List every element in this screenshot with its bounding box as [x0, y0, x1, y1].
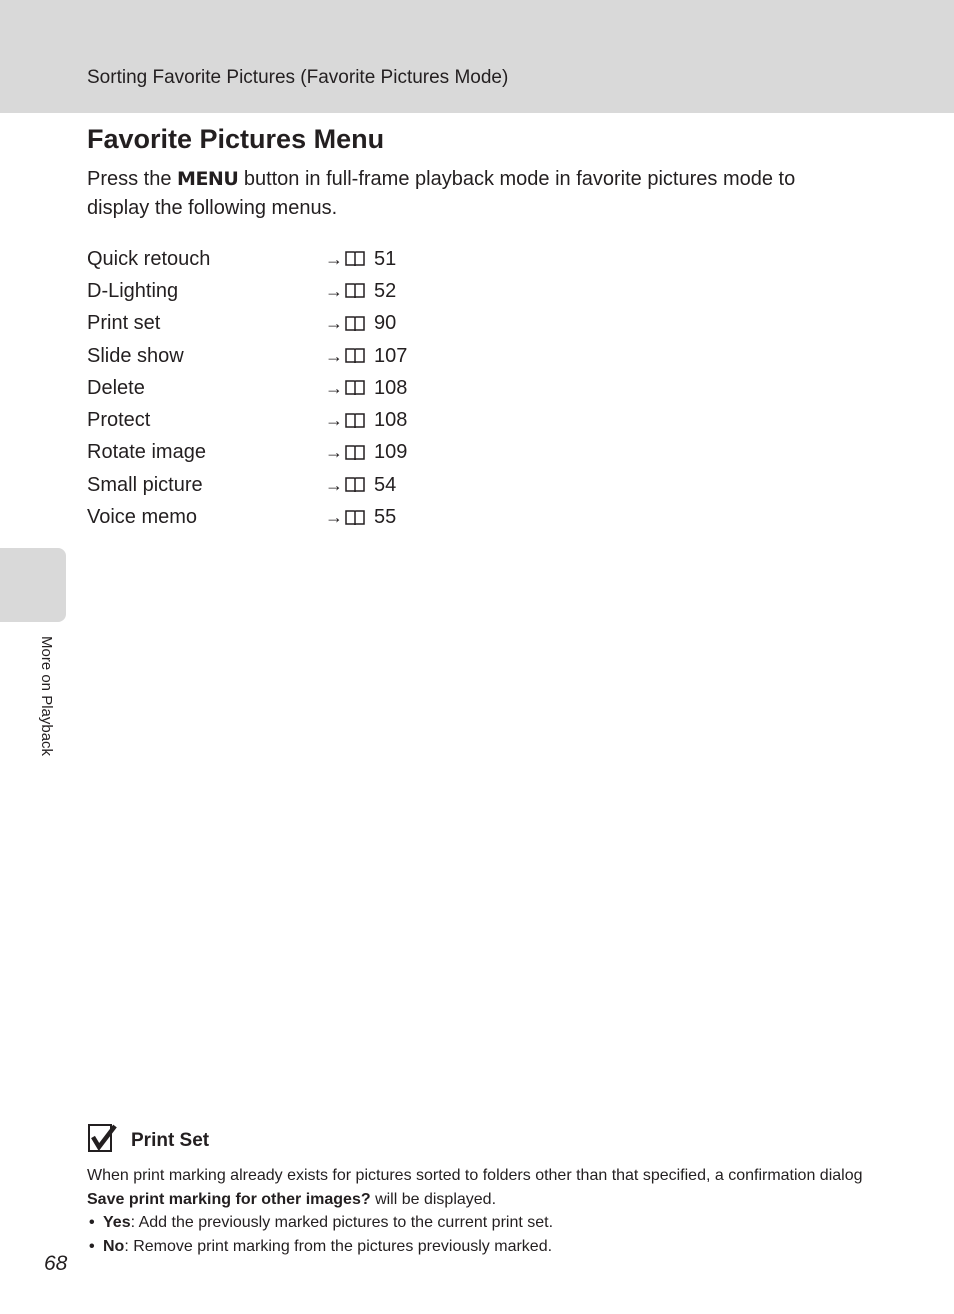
note-body-before: When print marking already exists for pictures sorted to folders other than that specified, a confirmation dialog: [87, 1167, 863, 1184]
page-reference: [325, 506, 396, 529]
menu-item-label: Protect: [87, 409, 151, 432]
arrow-right-icon: →: [325, 280, 343, 301]
arrow-right-icon: →: [325, 377, 343, 398]
bullet-term: Yes: [103, 1214, 131, 1231]
note-body: [87, 1164, 887, 1212]
intro-after: button in full-frame playback mode in favorite pictures mode to display the following menus.: [87, 168, 796, 219]
intro-paragraph: [87, 165, 857, 223]
arrow-right-icon: →: [325, 248, 343, 269]
menu-item-protect: [87, 404, 507, 436]
book-icon: [344, 509, 366, 527]
side-tab-label: More on Playback: [38, 636, 55, 757]
page-number-ref: 51: [374, 247, 397, 270]
menu-item-d-lighting: [87, 275, 507, 307]
list-item: [87, 1235, 887, 1259]
page-number-ref: 54: [374, 473, 397, 496]
menu-item-small-picture: [87, 469, 507, 501]
book-icon: [344, 379, 366, 397]
page-reference: [325, 474, 396, 497]
menu-item-print-set: [87, 308, 507, 340]
page-reference: [325, 345, 407, 368]
menu-item-label: Quick retouch: [87, 247, 211, 270]
header-band: [0, 0, 954, 113]
arrow-right-icon: →: [325, 442, 343, 463]
page-number-ref: 108: [374, 409, 408, 432]
page-reference: [325, 280, 396, 303]
page-number-ref: 52: [374, 279, 397, 302]
menu-item-rotate-image: [87, 437, 507, 469]
menu-button-glyph: MENU: [177, 168, 239, 190]
page-reference: [325, 312, 396, 335]
bullet: •: [89, 1238, 95, 1255]
page-number-ref: 109: [374, 441, 408, 464]
arrow-right-icon: →: [325, 507, 343, 528]
book-icon: [344, 476, 366, 494]
menu-item-label: Rotate image: [87, 441, 206, 464]
book-icon: [344, 412, 366, 430]
menu-item-label: Delete: [87, 376, 145, 399]
page-reference: [325, 441, 407, 464]
checkmark-note-icon: [88, 1124, 118, 1154]
bullet-text: : Add the previously marked pictures to the current print set.: [130, 1214, 554, 1231]
arrow-right-icon: →: [325, 410, 343, 431]
page-number-ref: 107: [374, 344, 408, 367]
arrow-right-icon: →: [325, 474, 343, 495]
book-icon: [344, 315, 366, 333]
note-body-after: will be displayed.: [370, 1191, 497, 1208]
arrow-right-icon: →: [325, 345, 343, 366]
note-bullet-list: [87, 1211, 887, 1259]
note-body-bold: Save print marking for other images?: [87, 1191, 371, 1208]
menu-item-label: Small picture: [87, 473, 203, 496]
book-icon: [344, 444, 366, 462]
menu-item-label: Voice memo: [87, 506, 198, 529]
section-title: Favorite Pictures Menu: [87, 124, 385, 154]
menu-item-voice-memo: [87, 501, 507, 533]
book-icon: [344, 347, 366, 365]
note-title: Print Set: [131, 1130, 210, 1151]
bullet-text: : Remove print marking from the pictures previously marked.: [124, 1238, 553, 1255]
menu-item-delete: [87, 372, 507, 404]
book-icon: [344, 250, 366, 268]
menu-item-quick-retouch: [87, 243, 507, 275]
menu-item-label: Slide show: [87, 344, 184, 367]
page-reference: [325, 377, 407, 400]
bullet: •: [89, 1214, 95, 1231]
page-number: 68: [44, 1252, 68, 1275]
side-tab: [0, 548, 66, 622]
menu-item-slide-show: [87, 340, 507, 372]
page-number-ref: 90: [374, 312, 397, 335]
list-item: [87, 1211, 887, 1235]
intro-before: Press the: [87, 168, 178, 190]
arrow-right-icon: →: [325, 313, 343, 334]
page-reference: [325, 248, 396, 271]
page-reference: [325, 409, 407, 432]
book-icon: [344, 282, 366, 300]
menu-list: [87, 243, 507, 534]
header-title: Sorting Favorite Pictures (Favorite Pictures Mode): [87, 67, 509, 88]
menu-item-label: Print set: [87, 312, 161, 335]
page-number-ref: 55: [374, 506, 397, 529]
menu-item-label: D-Lighting: [87, 279, 179, 302]
page-number-ref: 108: [374, 376, 408, 399]
bullet-term: No: [103, 1238, 125, 1255]
